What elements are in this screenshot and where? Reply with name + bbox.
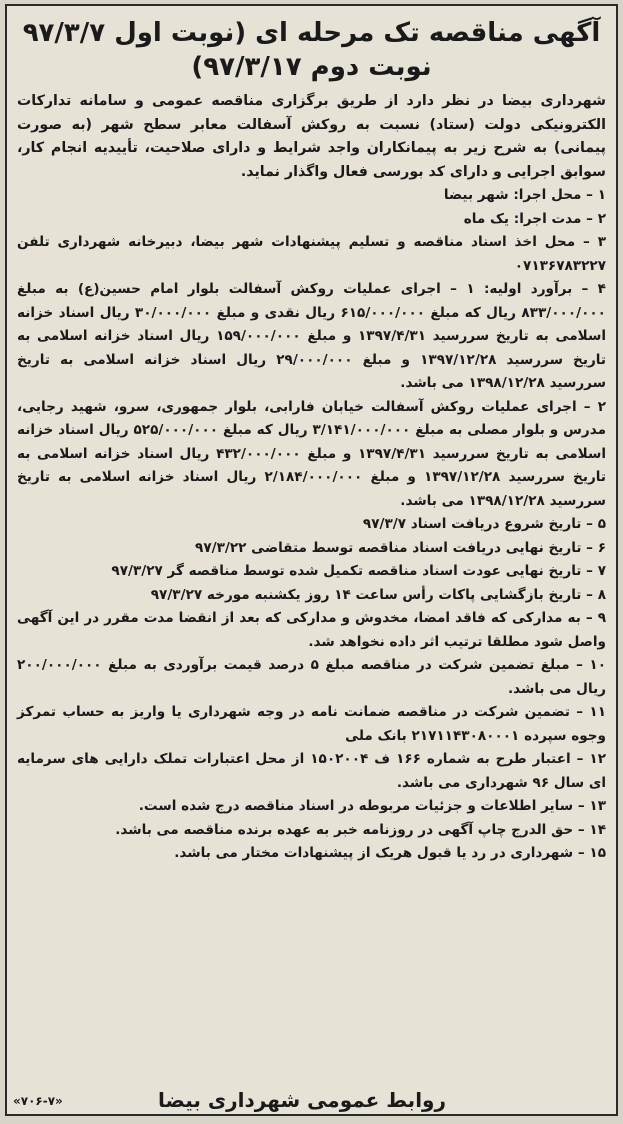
- condition-item-9: ۹ – به مدارکی که فاقد امضا، مخدوش و مدارکی که بعد از انقضا مدت مقرر در این آگهی واصل شود مطلقا ترتیب اثر داده نخواهد شد.: [17, 610, 606, 650]
- title-line-2: نوبت دوم ۹۷/۳/۱۷): [191, 52, 432, 82]
- condition-item-4: ۴ – برآورد اولیه: ۱ – اجرای عملیات روکش آسفالت بلوار امام حسین(ع) به مبلغ ۸۳۳/۰۰۰/۰۰۰ ریال که مبلغ ۶۱۵/۰۰۰/۰۰۰ ریال نقدی و مبلغ ۳۰/۰۰۰/۰۰۰ ریال اسناد خزانه اسلامی به تاریخ سررسید ۱۳۹۷/۴/۳۱ و مبلغ ۱۵۹/۰۰۰/۰۰۰ ریال اسناد خزانه اسلامی به تاریخ سررسید ۱۳۹۷/۱۲/۲۸ و مبلغ ۲۹/۰۰۰/۰۰۰ ریال اسناد خزانه اسلامی به تاریخ سررسید ۱۳۹۸/۱۲/۲۸ می باشد.: [17, 281, 606, 391]
- notice-title: [17, 16, 606, 84]
- title-line-1: آگهی مناقصه تک مرحله ای (نوبت اول ۹۷/۳/۷: [22, 18, 601, 48]
- conditions-list: [17, 184, 606, 866]
- intro-paragraph: شهرداری بیضا در نظر دارد از طریق برگزاری مناقصه عمومی و سامانه تدارکات الکترونیکی دولت (ستاد) نسبت به روکش آسفالت معابر سطح شهر (به صورت پیمانی) به شرح زیر به پیمانکاران واجد شرایط و دارای صلاحیت، تأییدیه انجام کار، سوابق اجرایی و دارای کد بورسی فعال واگذار نماید.: [17, 93, 606, 180]
- condition-item-6: ۶ – تاریخ نهایی دریافت اسناد مناقصه توسط متقاضی ۹۷/۳/۲۲: [195, 539, 606, 556]
- notice-page: [5, 4, 618, 1116]
- notice-footer: [7, 1084, 616, 1114]
- condition-item-7: ۷ – تاریخ نهایی عودت اسناد مناقصه تکمیل شده توسط مناقصه گر ۹۷/۳/۲۷: [111, 563, 606, 579]
- condition-item-5: ۵ – تاریخ شروع دریافت اسناد ۹۷/۳/۷: [362, 516, 606, 532]
- condition-item-12: ۱۲ – اعتبار طرح به شماره ۱۶۶ ف ۱۵۰۲۰۰۴ از محل اعتبارات تملک دارایی های سرمایه ای سال ۹۶ شهرداری می باشد.: [17, 751, 606, 791]
- footer-code: «۷۰۶-۷»: [13, 1094, 63, 1108]
- condition-item-4-2: ۲ – اجرای عملیات روکش آسفالت خیابان فارابی، بلوار جمهوری، سرو، شهید رجایی، مدرس و بلوار مصلی به مبلغ ۳/۱۴۱/۰۰۰/۰۰۰ ریال که مبلغ ۵۲۵/۰۰۰/۰۰۰ ریال اسناد خزانه اسلامی به تاریخ سررسید ۱۳۹۷/۴/۳۱ و مبلغ ۴۳۲/۰۰۰/۰۰۰ ریال اسناد خزانه اسلامی به تاریخ سررسید ۱۳۹۷/۱۲/۲۸ و مبلغ ۲/۱۸۴/۰۰۰/۰۰۰ ریال اسناد خزانه اسلامی به تاریخ سررسید ۱۳۹۸/۱۲/۲۸ می باشد.: [17, 398, 607, 509]
- condition-item-8: ۸ – تاریخ بازگشایی پاکات رأس ساعت ۱۴ روز یکشنبه مورخه ۹۷/۳/۲۷: [150, 586, 606, 603]
- condition-item-15: ۱۵ – شهرداری در رد یا قبول هریک از پیشنهادات مختار می باشد.: [174, 845, 606, 861]
- condition-item-1: ۱ – محل اجرا: شهر بیضا: [443, 187, 606, 203]
- condition-item-13: ۱۳ – سایر اطلاعات و جزئیات مربوطه در اسناد مناقصه درج شده است.: [138, 798, 606, 814]
- condition-item-10: ۱۰ – مبلغ تضمین شرکت در مناقصه مبلغ ۵ درصد قیمت برآوردی به مبلغ ۲۰۰/۰۰۰/۰۰۰ ریال می باشد.: [17, 657, 607, 697]
- notice-body: [17, 16, 606, 1106]
- condition-item-11: ۱۱ – تضمین شرکت در مناقصه ضمانت نامه در وجه شهرداری یا واریز به حساب تمرکز وجوه سپرده ۲۱۷۱۱۴۳۰۸۰۰۰۱ بانک ملی: [17, 704, 606, 744]
- footer-signature: روابط عمومی شهرداری بیضا: [157, 1088, 446, 1112]
- condition-item-2: ۲ – مدت اجرا: یک ماه: [463, 210, 606, 227]
- condition-item-14: ۱۴ – حق الدرج چاپ آگهی در روزنامه خبر به عهده برنده مناقصه می باشد.: [115, 821, 606, 838]
- condition-item-3: ۳ – محل اخذ اسناد مناقصه و تسلیم پیشنهادات شهر بیضا، دبیرخانه شهرداری تلفن ۰۷۱۳۶۷۸۳۲۲۷: [17, 234, 606, 274]
